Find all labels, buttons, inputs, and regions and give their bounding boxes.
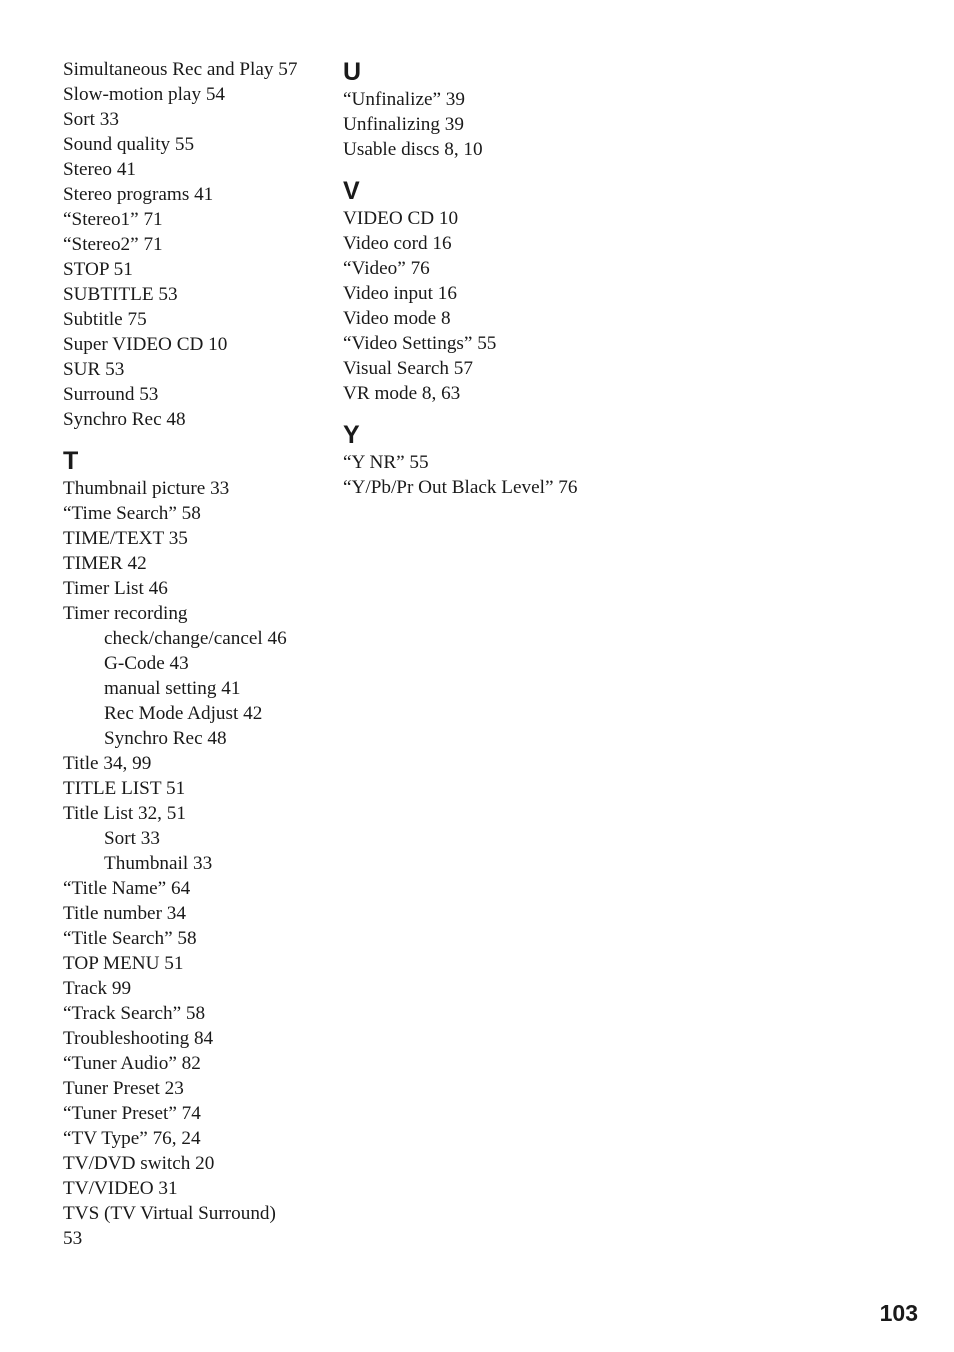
index-entry: Unfinalizing 39 [343,114,464,135]
index-entry: “TV Type” 76, 24 [63,1128,201,1149]
index-entry: Slow-motion play 54 [63,84,226,105]
index-entry: Simultaneous Rec and Play 57 [63,59,298,80]
section-letter-v: V [343,177,360,205]
index-entry: “Y/Pb/Pr Out Black Level” 76 [343,477,578,498]
index-entry: “Stereo1” 71 [63,209,163,230]
index-entry: TIME/TEXT 35 [63,528,188,549]
index-entry: Synchro Rec 48 [63,409,186,430]
index-entry: TITLE LIST 51 [63,778,186,799]
section-letter-u: U [343,58,362,86]
index-subentry: Sort 33 [104,828,160,849]
index-entry: “Video” 76 [343,258,430,279]
index-entry: VR mode 8, 63 [343,383,461,404]
index-entry: Visual Search 57 [343,358,473,379]
index-entry: “Unfinalize” 39 [343,89,465,110]
index-entry: Title List 32, 51 [63,803,186,824]
index-entry: TOP MENU 51 [63,953,184,974]
index-entry: “Tuner Preset” 74 [63,1103,201,1124]
index-entry: Stereo 41 [63,159,137,180]
index-entry: “Title Search” 58 [63,928,197,949]
page-number: 103 [879,1300,918,1326]
index-entry: “Track Search” 58 [63,1003,206,1024]
index-entry: “Y NR” 55 [343,452,429,473]
index-entry: Troubleshooting 84 [63,1028,214,1049]
index-entry: “Video Settings” 55 [343,333,497,354]
index-entry: Video mode 8 [343,308,451,329]
index-entry: “Tuner Audio” 82 [63,1053,201,1074]
index-entry: Sound quality 55 [63,134,195,155]
index-entry: SUR 53 [63,359,125,380]
index-subentry: manual setting 41 [104,678,241,699]
index-entry: Track 99 [63,978,132,999]
index-entry: Video cord 16 [343,233,452,254]
index-entry: Subtitle 75 [63,309,147,330]
index-entry: “Title Name” 64 [63,878,191,899]
index-entry: Usable discs 8, 10 [343,139,483,160]
index-subentry: Thumbnail 33 [104,853,213,874]
section-letter-t: T [63,447,79,475]
index-entry: SUBTITLE 53 [63,284,178,305]
index-column-left [63,57,333,1251]
index-subentry: Synchro Rec 48 [104,728,227,749]
index-entry: TVS (TV Virtual Surround) [63,1203,276,1224]
index-entry: “Stereo2” 71 [63,234,163,255]
index-entry: TV/VIDEO 31 [63,1178,178,1199]
index-entry: “Time Search” 58 [63,503,201,524]
index-entry: Title 34, 99 [63,753,152,774]
index-entry: Stereo programs 41 [63,184,214,205]
index-entry: Thumbnail picture 33 [63,478,230,499]
index-entry: Title number 34 [63,903,186,924]
index-subentry: Rec Mode Adjust 42 [104,703,263,724]
section-letter-y: Y [343,421,360,449]
index-subentry: G-Code 43 [104,653,189,674]
index-entry: Sort 33 [63,109,119,130]
index-entry: Surround 53 [63,384,159,405]
index-subentry: check/change/cancel 46 [104,628,287,649]
index-entry: Super VIDEO CD 10 [63,334,228,355]
index-entry: 53 [63,1228,83,1249]
index-column-right [343,57,643,500]
index-entry: Tuner Preset 23 [63,1078,184,1099]
index-entry: Timer recording [63,603,188,624]
index-entry: TV/DVD switch 20 [63,1153,215,1174]
index-entry: Video input 16 [343,283,457,304]
index-entry: Timer List 46 [63,578,168,599]
index-entry: STOP 51 [63,259,133,280]
index-entry: VIDEO CD 10 [343,208,459,229]
index-entry: TIMER 42 [63,553,147,574]
